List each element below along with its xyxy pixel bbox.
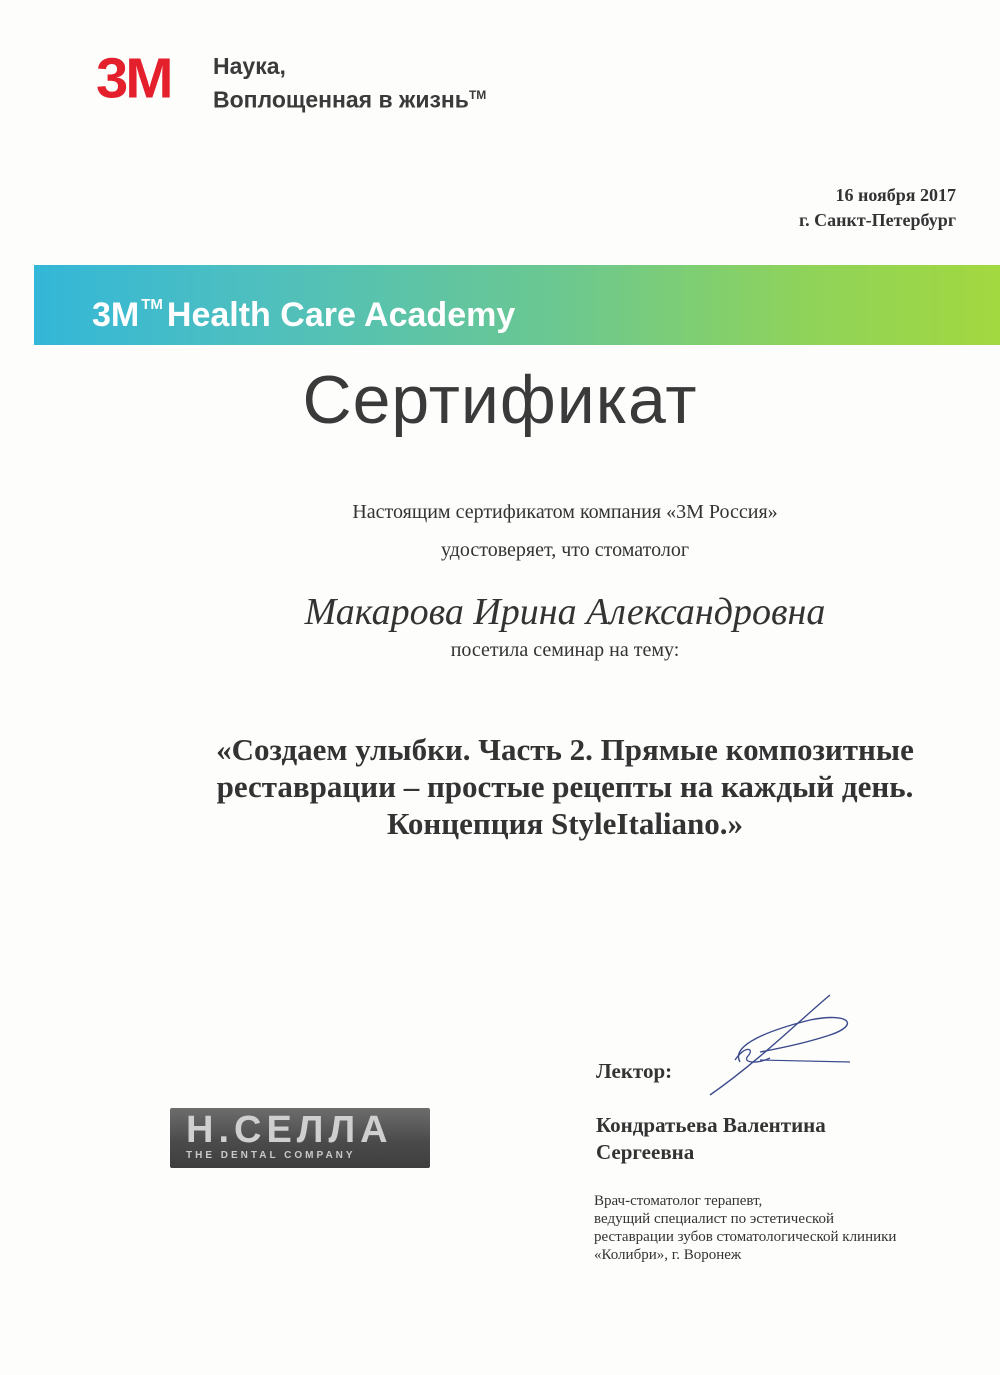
intro-line-2: удостоверяет, что стоматолог: [440, 539, 690, 561]
intro-line-1: Настоящим сертификатом компания «3М Россия»: [352, 501, 778, 523]
topic-line-2: реставрации – простые рецепты на каждый день.: [216, 769, 914, 804]
certificate-title: Сертификат: [302, 362, 698, 438]
3m-logo: 3M: [96, 46, 171, 111]
signature-image: [700, 990, 870, 1100]
lecturer-name-line-2: Сергеевна: [596, 1140, 695, 1164]
partner-logo-tagline: THE DENTAL COMPANY: [186, 1150, 356, 1161]
lecturer-name: [596, 1112, 826, 1166]
slogan-line-2: Воплощенная в жизнь™: [213, 86, 487, 113]
lecturer-desc-line-1: Врач-стоматолог терапевт,: [594, 1193, 763, 1209]
attended-line: посетила семинар на тему:: [450, 639, 680, 661]
date-place-block: [799, 183, 956, 233]
issue-date: 16 ноября 2017: [835, 185, 956, 205]
lecturer-name-line-1: Кондратьева Валентина: [596, 1113, 826, 1137]
lecturer-description: [594, 1192, 896, 1264]
slogan-tm: TM: [468, 88, 487, 102]
issue-place: г. Санкт-Петербург: [798, 210, 956, 230]
partner-logo-name: H.СЕЛЛА: [186, 1109, 393, 1151]
academy-banner-title: 3M ™ Health Care Academy: [92, 296, 516, 334]
slogan-line-1: Наука,: [213, 53, 286, 79]
recipient-name: Макарова Ирина Александровна: [304, 591, 826, 633]
lecturer-desc-line-3: реставрации зубов стоматологической клиники: [594, 1229, 897, 1245]
topic-line-1: «Создаем улыбки. Часть 2. Прямые композитные: [216, 732, 914, 767]
lecturer-label: Лектор:: [596, 1059, 673, 1083]
lecturer-desc-line-2: ведущий специалист по эстетической: [594, 1211, 835, 1227]
topic-line-3: Концепция StyleItaliano.»: [386, 806, 744, 841]
lecturer-desc-line-4: «Колибри», г. Воронеж: [594, 1247, 742, 1263]
slogan: [213, 52, 486, 115]
seminar-topic: [90, 731, 1000, 842]
